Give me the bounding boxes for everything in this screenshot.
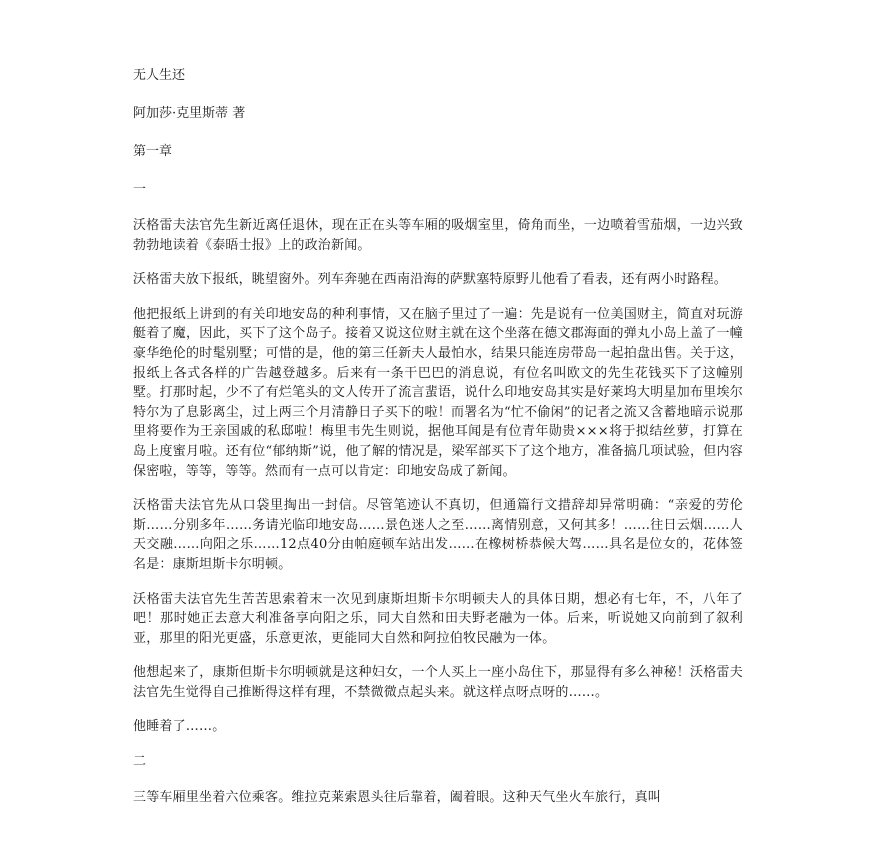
paragraph: 沃格雷夫法官先生苦苦思索着末一次见到康斯坦斯卡尔明顿夫人的具体日期，想必有七年，不，八年了吧！那时她正去意大利准备享向阳之乐，同大自然和田夫野老融为一体。后来，听说她又向前到了叙利亚，那里的阳光更盛，乐意更浓，更能同大自然和阿拉伯牧民融为一体。 (133, 591, 743, 646)
paragraph: 沃格雷夫法官先生新近离任退休，现在正在头等车厢的吸烟室里，倚角而坐，一边喷着雪茄烟，一边兴致勃勃地读着《泰晤士报》上的政治新闻。 (133, 218, 743, 253)
paragraph: 沃格雷夫法官先从口袋里掏出一封信。尽管笔迹认不真切，但通篇行文措辞却异常明确：“亲爱的劳伦斯……分别多年……务请光临印地安岛……景色迷人之至……离情别意，又何其多！……往日云烟……人天交融……向阳之乐……12点40分由帕庭顿车站出发……在橡树桥恭候大驾……具名是位女的，花体签名是：康斯坦斯卡尔明顿。 (133, 498, 743, 572)
paragraph: 他把报纸上讲到的有关印地安岛的种利事情，又在脑子里过了一遍：先是说有一位美国财主，简直对玩游艇着了魔，因此，买下了这个岛子。接着又说这位财主就在这个坐落在德文郡海面的弹丸小岛上盖了一幢豪华绝伦的时髦别墅；可惜的是，他的第三任新夫人最怕水，结果只能连房带岛一起拍盘出售。关于这，报纸上各式各样的广告越登越多。后来有一条干巴巴的消息说，有位名叫欧文的先生花钱买下了这幢别墅。打那时起，少不了有烂笔头的文人传开了流言蜚语，说什么印地安岛其实是好莱坞大明星加布里埃尔特尔为了息影离尘，过上两三个月清静日子买下的啦！而署名为“忙不偷闲”的记者之流又含蓄地暗示说那里将要作为王亲国戚的私邸啦！梅里韦先生则说，据他耳闻是有位青年勋贵×××将于拟结丝萝，打算在岛上度蜜月啦。还有位“郁纳斯”说，他了解的情况是，梁军部买下了这个地方，准备搞几项试验，但内容保密啦，等等，等等。然而有一点可以肯定：印地安岛成了新闻。 (133, 306, 743, 479)
document-page (133, 66, 743, 823)
paragraph: 他想起来了，康斯但斯卡尔明顿就是这种妇女，一个人买上一座小岛住下，那显得有多么神秘！沃格雷夫法官先生觉得自己推断得这样有理，不禁微微点起头来。就这样点呀点呀的……。 (133, 665, 743, 700)
paragraph: 他睡着了……。 (133, 719, 226, 735)
book-title: 无人生还 (133, 68, 186, 83)
paragraph: 三等车厢里坐着六位乘客。维拉克莱索恩头往后靠着，阖着眼。这种天气坐火车旅行，真叫 (133, 790, 662, 806)
paragraph: 沃格雷夫放下报纸，眺望窗外。列车奔驰在西南沿海的萨默塞特原野儿他看了看表，还有两小时路程。 (133, 272, 728, 288)
section-heading-2: 二 (133, 754, 147, 770)
section-heading-1: 一 (133, 182, 147, 197)
book-author: 阿加莎·克里斯蒂 著 (133, 106, 246, 121)
chapter-heading: 第一章 (133, 144, 173, 159)
